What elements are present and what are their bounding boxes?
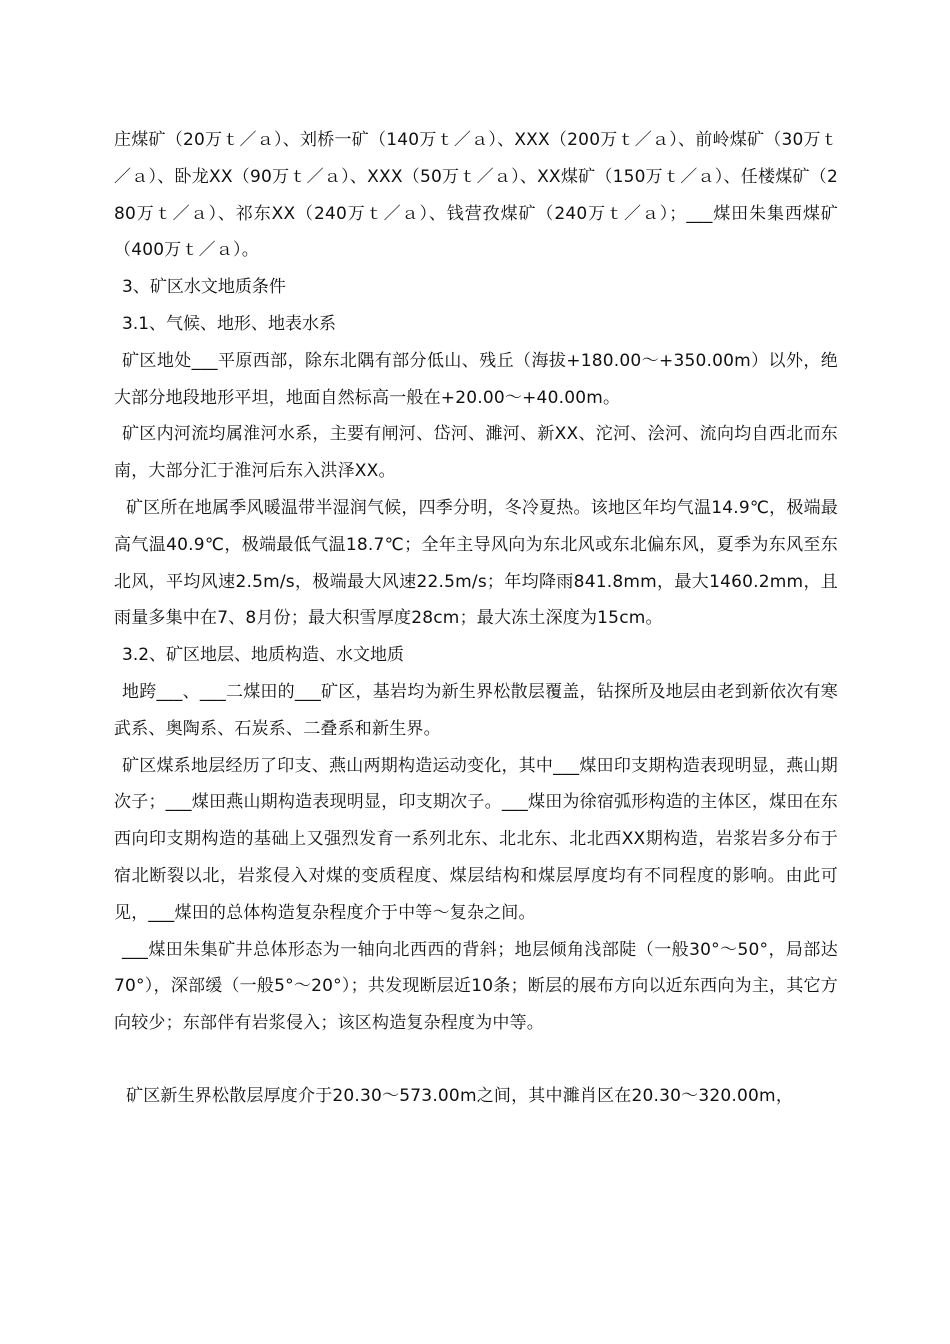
paragraph-rivers: 矿区内河流均属淮河水系，主要有闸河、岱河、濉河、新XX、沱河、浍河、流向均自西北而东南，大部分汇于淮河后东入洪泽XX。 — [114, 424, 838, 482]
section-heading-hydrogeology: 3、矿区水文地质条件 — [122, 277, 286, 298]
paragraph-climate: 矿区所在地属季风暖温带半湿润气候，四季分明，冬冷夏热。该地区年均气温14.9℃，极端最高气温40.9℃，极端最低气温18.7℃；全年主导风向为东北风或东北偏东风，夏季为东风至东北风，平均风速2.5m/s，极端最大风速22.5m/s；年均降雨841.8mm，最大1460.2mm，且雨量多集中在7、8月份；最大积雪厚度28cm；最大冻土深度为15cm。 — [114, 497, 838, 629]
paragraph-strata: 地跨___、___二煤田的___矿区，基岩均为新生界松散层覆盖，钻探所及地层由老到新依次有寒武系、奥陶系、石炭系、二叠系和新生界。 — [114, 681, 838, 739]
subsection-heading-strata: 3.2、矿区地层、地质构造、水文地质 — [122, 645, 405, 666]
document-page — [114, 122, 838, 1115]
subsection-heading-climate: 3.1、气候、地形、地表水系 — [122, 313, 337, 334]
paragraph-structure: 矿区煤系地层经历了印支、燕山两期构造运动变化，其中___煤田印支期构造表现明显，燕山期次子；___煤田燕山期构造表现明显，印支期次子。___煤田为徐宿弧形构造的主体区，煤田在东西向印支期构造的基础上又强烈发育一系列北东、北北东、北北西XX期构造，岩浆岩多分布于宿北断裂以北，岩浆侵入对煤的变质程度、煤层结构和煤层厚度均有不同程度的影响。由此可见，___煤田的总体构造复杂程度介于中等～复杂之间。 — [114, 755, 838, 923]
paragraph-cover-thickness: 矿区新生界松散层厚度介于20.30～573.00m之间，其中濉肖区在20.30～320.00m， — [126, 1085, 794, 1106]
paragraph-coal-mines-list: 庄煤矿（20万ｔ／ａ）、刘桥一矿（140万ｔ／ａ）、XXX（200万ｔ／ａ）、前岭煤矿（30万ｔ／ａ）、卧龙XX（90万ｔ／ａ）、XXX（50万ｔ／ａ）、XX煤矿（150万ｔ／ａ）、任楼煤矿（280万ｔ／ａ）、祁东XX（240万ｔ／ａ）、钱营孜煤矿（240万ｔ／ａ）；___煤田朱集西煤矿（400万ｔ／ａ）。 — [114, 130, 838, 261]
paragraph-gap — [114, 1042, 838, 1078]
paragraph-terrain: 矿区地处___平原西部，除东北隅有部分低山、残丘（海拔+180.00～+350.00m）以外，绝大部分地段地形平坦，地面自然标高一般在+20.00～+40.00m。 — [114, 350, 838, 408]
paragraph-zhuji-anticline: ___煤田朱集矿井总体形态为一轴向北西西的背斜；地层倾角浅部陡（一般30°～50°，局部达70°），深部缓（一般5°～20°）；共发现断层近10条；断层的展布方向以近东西向为主，其它方向较少；东部伴有岩浆侵入；该区构造复杂程度为中等。 — [114, 939, 838, 1034]
